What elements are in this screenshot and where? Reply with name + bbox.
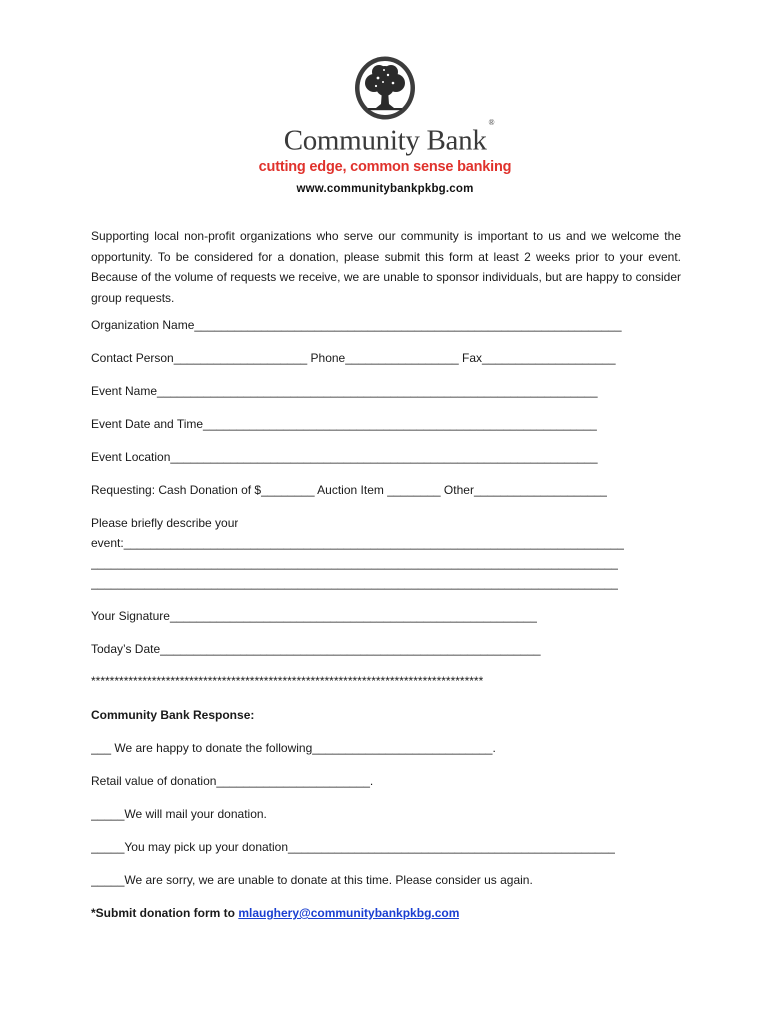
submit-prefix: *Submit donation form to	[91, 906, 239, 920]
describe-event-line-1[interactable]: event:___________________________________________________________________________	[91, 536, 625, 550]
organization-name-field[interactable]: Organization Name________________________________________________________________	[91, 318, 622, 332]
response-heading: Community Bank Response:	[91, 708, 255, 722]
describe-event-line-2[interactable]: _______________________________________________________________________________	[91, 556, 619, 570]
donation-form	[91, 226, 681, 920]
response-pickup-option[interactable]: _____You may pick up your donation_________________________________________________	[91, 840, 616, 854]
describe-label: Please briefly describe your	[91, 516, 239, 530]
describe-event-line-3[interactable]: _______________________________________________________________________________	[91, 576, 619, 590]
submit-email-link[interactable]: mlaughery@communitybankpkbg.com	[238, 906, 460, 920]
response-decline-option[interactable]: _____We are sorry, we are unable to donate at this time. Please consider us again.	[91, 873, 533, 887]
letterhead	[0, 56, 770, 195]
intro-paragraph: Supporting local non-profit organizations who serve our community is important to us and we welcome the opportunity. To be considered for a donation, please submit this form at least 2 weeks prior to your event. Because of the volume of requests we receive, we are unable to sponsor individuals, but are happy to consider group requests.	[91, 229, 681, 305]
requesting-field[interactable]: Requesting: Cash Donation of $________ Auction Item ________ Other____________________	[91, 483, 608, 497]
submit-instruction	[91, 906, 459, 920]
event-location-field[interactable]: Event Location________________________________________________________________	[91, 450, 598, 464]
oak-tree-logo-icon	[354, 56, 416, 120]
contact-phone-fax-field[interactable]: Contact Person____________________ Phone_________________ Fax____________________	[91, 351, 616, 365]
brand-name: Community Bank®	[283, 118, 495, 157]
response-donate-option[interactable]: ___ We are happy to donate the following___________________________.	[91, 741, 496, 755]
section-divider: ************************************************************************************	[91, 674, 484, 688]
event-date-time-field[interactable]: Event Date and Time___________________________________________________________	[91, 417, 597, 431]
brand-tagline: cutting edge, common sense banking	[258, 158, 512, 175]
signature-field[interactable]: Your Signature_______________________________________________________	[91, 609, 538, 623]
event-name-field[interactable]: Event Name__________________________________________________________________	[91, 384, 598, 398]
todays-date-field[interactable]: Today’s Date_________________________________________________________	[91, 642, 541, 656]
response-retail-value[interactable]: Retail value of donation_______________________.	[91, 774, 374, 788]
bank-website-url: www.communitybankpkbg.com	[296, 182, 474, 195]
response-mail-option[interactable]: _____We will mail your donation.	[91, 807, 267, 821]
